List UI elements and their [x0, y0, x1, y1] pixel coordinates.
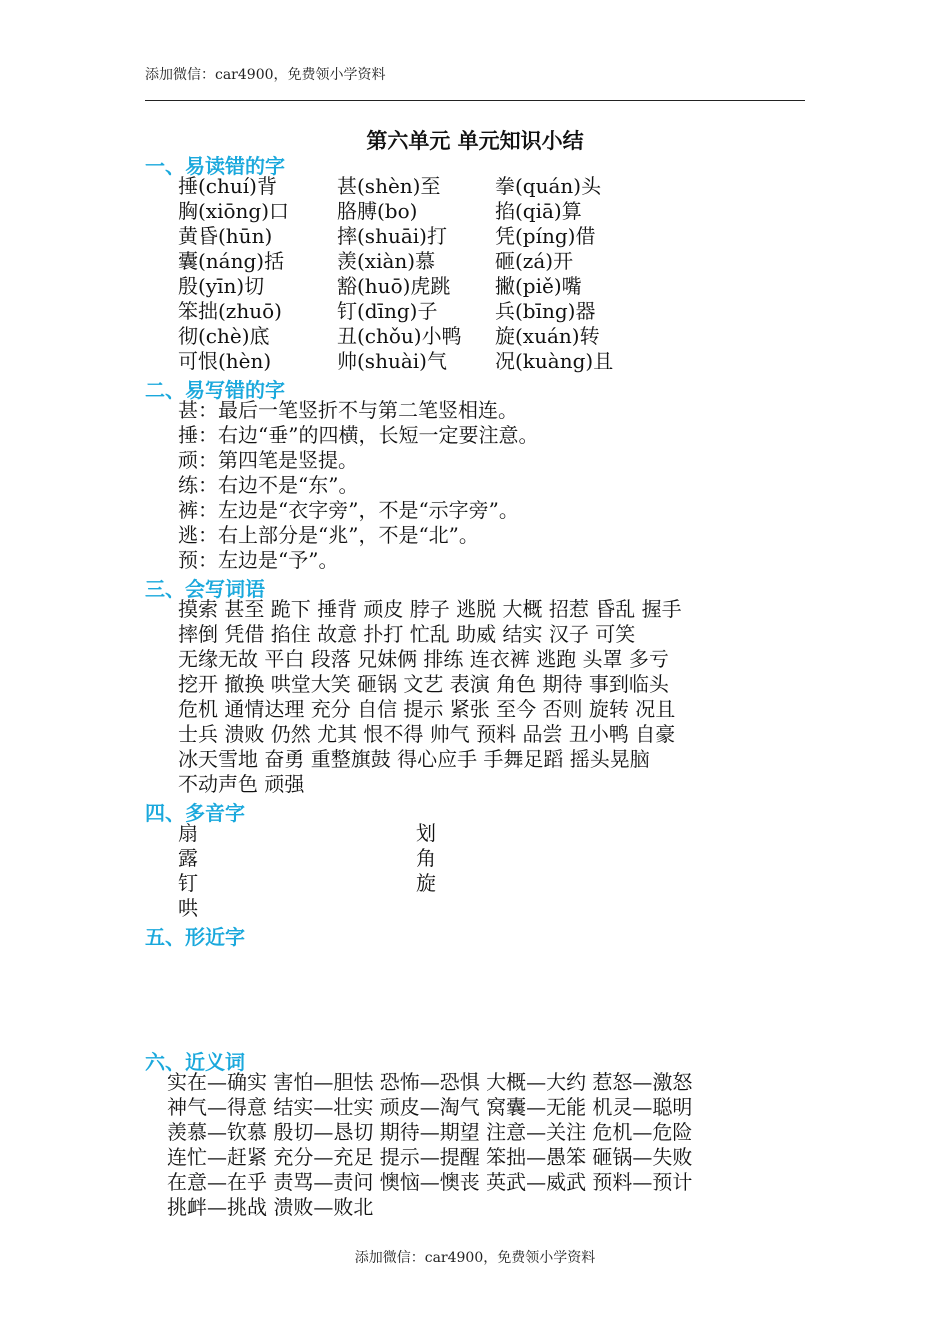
list-item: 钉(dīng)子: [337, 299, 438, 323]
list-item: 砸(zá)开: [495, 249, 574, 273]
list-item: 裤：左边是“衣字旁”，不是“示字旁”。: [178, 498, 519, 522]
section-heading-miswritten-chars: 二、易写错的字: [145, 378, 285, 402]
list-item: 撇(piě)嘴: [495, 274, 582, 298]
header-divider: [145, 100, 805, 101]
list-item: 划: [416, 821, 436, 845]
list-item: 兵(bīng)器: [495, 299, 596, 323]
list-item: 羡慕—钦慕 殷切—恳切 期待—期望 注意—关注 危机—危险: [167, 1120, 693, 1144]
section-heading-vocabulary: 三、会写词语: [145, 577, 265, 601]
list-item: 预：左边是“予”。: [178, 548, 339, 572]
list-item: 危机 通情达理 充分 自信 提示 紧张 至今 否则 旋转 况且: [178, 697, 676, 721]
list-item: 拳(quán)头: [495, 174, 602, 198]
list-item: 顽：第四笔是竖提。: [178, 448, 358, 472]
list-item: 哄: [178, 896, 198, 920]
list-item: 帅(shuài)气: [337, 349, 447, 373]
list-item: 钉: [178, 871, 198, 895]
section-heading-similar-chars: 五、形近字: [145, 925, 245, 949]
list-item: 露: [178, 846, 198, 870]
list-item: 摔倒 凭借 掐住 故意 扑打 忙乱 助威 结实 汉子 可笑: [178, 622, 636, 646]
section-heading-synonyms: 六、近义词: [145, 1050, 245, 1074]
page-title: 第六单元 单元知识小结: [366, 129, 584, 153]
list-item: 逃：右上部分是“兆”，不是“北”。: [178, 523, 479, 547]
list-item: 扇: [178, 821, 198, 845]
list-item: 旋: [416, 871, 436, 895]
list-item: 在意—在乎 责骂—责问 懊恼—懊丧 英武—威武 预料—预计: [167, 1170, 693, 1194]
header-watermark-note: 添加微信：car4900，免费领小学资料: [145, 67, 386, 83]
list-item: 旋(xuán)转: [495, 324, 600, 348]
list-item: 挖开 撤换 哄堂大笑 砸锅 文艺 表演 角色 期待 事到临头: [178, 672, 669, 696]
list-item: 笨拙(zhuō): [178, 299, 282, 323]
list-item: 可恨(hèn): [178, 349, 272, 373]
list-item: 不动声色 顽强: [178, 772, 305, 796]
list-item: 实在—确实 害怕—胆怯 恐怖—恐惧 大概—大约 惹怒—激怒: [167, 1070, 693, 1094]
list-item: 掐(qiā)算: [495, 199, 582, 223]
list-item: 连忙—赶紧 充分—充足 提示—提醒 笨拙—愚笨 砸锅—失败: [167, 1145, 693, 1169]
list-item: 囊(náng)括: [178, 249, 285, 273]
list-item: 冰天雪地 奋勇 重整旗鼓 得心应手 手舞足蹈 摇头晃脑: [178, 747, 650, 771]
list-item: 无缘无故 平白 段落 兄妹俩 排练 连衣裤 逃跑 头罩 多亏: [178, 647, 669, 671]
list-item: 摔(shuāi)打: [337, 224, 447, 248]
section-heading-polyphones: 四、多音字: [145, 801, 245, 825]
list-item: 士兵 溃败 仍然 尤其 恨不得 帅气 预料 品尝 丑小鸭 自豪: [178, 722, 676, 746]
footer-watermark-note: 添加微信：car4900，免费领小学资料: [354, 1250, 596, 1266]
list-item: 甚(shèn)至: [337, 174, 441, 198]
list-item: 挑衅—挑战 溃败—败北: [167, 1195, 374, 1219]
list-item: 胳膊(bo): [337, 199, 418, 223]
list-item: 摸索 甚至 跪下 捶背 顽皮 脖子 逃脱 大概 招惹 昏乱 握手: [178, 597, 682, 621]
list-item: 甚：最后一笔竖折不与第二笔竖相连。: [178, 398, 518, 422]
list-item: 豁(huō)虎跳: [337, 274, 451, 298]
list-item: 角: [416, 846, 436, 870]
list-item: 捶(chuí)背: [178, 174, 277, 198]
section-heading-misread-chars: 一、易读错的字: [145, 154, 285, 178]
list-item: 丑(chǒu)小鸭: [337, 324, 462, 348]
list-item: 况(kuàng)且: [495, 349, 614, 373]
list-item: 胸(xiōng)口: [178, 199, 290, 223]
list-item: 殷(yīn)切: [178, 274, 265, 298]
list-item: 羡(xiàn)慕: [337, 249, 436, 273]
list-item: 捶：右边“垂”的四横，长短一定要注意。: [178, 423, 539, 447]
list-item: 练：右边不是“东”。: [178, 473, 359, 497]
list-item: 凭(píng)借: [495, 224, 596, 248]
list-item: 黄昏(hūn): [178, 224, 273, 248]
list-item: 彻(chè)底: [178, 324, 270, 348]
list-item: 神气—得意 结实—壮实 顽皮—淘气 窝囊—无能 机灵—聪明: [167, 1095, 693, 1119]
